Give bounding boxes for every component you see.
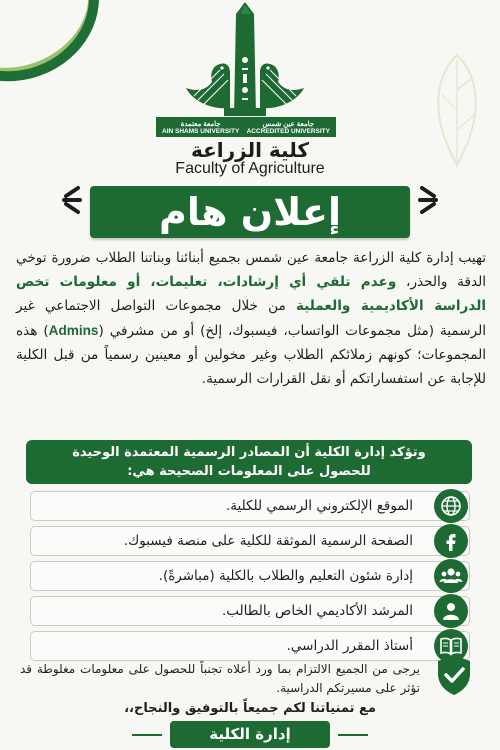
person-icon [434, 594, 468, 628]
body-text-3: ) هذه المجموعات؛ كونهم زملائكم الطلاب وغير مخولين أو معينين رسمياً من قبل الكلية للإجابة عن استفساراتكم أو نقل القرارات الرسمية. [16, 322, 486, 388]
source-item-website [30, 491, 470, 521]
closing-line: مع تمنياتنا لكم جميعاً بالتوفيق والنجاح،، [124, 701, 376, 716]
source-label: الموقع الإلكتروني الرسمي للكلية. [225, 498, 413, 514]
univ-ar-right: جامعة عين شمس [262, 120, 315, 128]
facebook-icon [434, 524, 468, 558]
source-item-advisor [30, 596, 470, 626]
admins-term: Admins [48, 322, 99, 338]
logo-banner [156, 117, 336, 137]
faculty-name-ar: كلية الزراعة [190, 138, 310, 162]
source-item-professor [30, 631, 470, 661]
source-label: إدارة شئون التعليم والطلاب بالكلية (مباشرةً). [158, 568, 413, 584]
users-icon [434, 559, 468, 593]
shield-check-icon [436, 654, 472, 696]
univ-ar-left: جامعة معتمدة [180, 120, 221, 128]
source-label: أستاذ المقرر الدراسي. [286, 638, 413, 654]
body-text-1: تهيب إدارة كلية الزراعة جامعة عين شمس بجميع أبنائنا وبناتنا الطلاب ضرورة توخي الدقة والحذر، [16, 250, 486, 291]
univ-en-left: AIN SHAMS UNIVERSITY [162, 127, 240, 135]
source-item-facebook [30, 526, 470, 556]
announcement-banner: إعلان هام [90, 186, 410, 238]
univ-en-right: ACCREDITED UNIVERSITY [246, 127, 330, 135]
signature-dash-left [132, 734, 162, 736]
emphasis-line-2: للحصول على المعلومات الصحيحة هي: [127, 464, 371, 479]
leaf-watermark-icon [422, 50, 492, 170]
spark-left-icon [44, 180, 84, 220]
signature-dash-right [338, 734, 368, 736]
compliance-note: يرجى من الجميع الالتزام بما ورد أعلاه تجنباً للحصول على معلومات مغلوطة قد تؤثر على مسيرتكم الدراسية. [20, 662, 420, 695]
announcement-body [16, 246, 486, 391]
signature-badge: إدارة الكلية [170, 721, 330, 748]
source-label: الصفحة الرسمية الموثقة للكلية على منصة فيسبوك. [123, 533, 413, 549]
faculty-name-en: Faculty of Agriculture [175, 160, 325, 177]
body-text-2: من خلال مجموعات التواصل الاجتماعي غير الرسمية (مثل مجموعات الواتساب، فيسبوك، إلخ) أو من مشرفي ( [16, 298, 486, 339]
official-sources-heading [26, 440, 472, 484]
source-item-student-affairs [30, 561, 470, 591]
body-highlight: وعدم تلقي أي إرشادات، تعليمات، أو معلومات تخص الدراسة الأكاديمية والعملية [16, 274, 486, 315]
emphasis-line-1: وتؤكد إدارة الكلية أن المصادر الرسمية المعتمدة الوحيدة [72, 445, 426, 460]
globe-icon [434, 489, 468, 523]
spark-right-icon [416, 180, 456, 220]
source-label: المرشد الأكاديمي الخاص بالطالب. [221, 603, 413, 619]
